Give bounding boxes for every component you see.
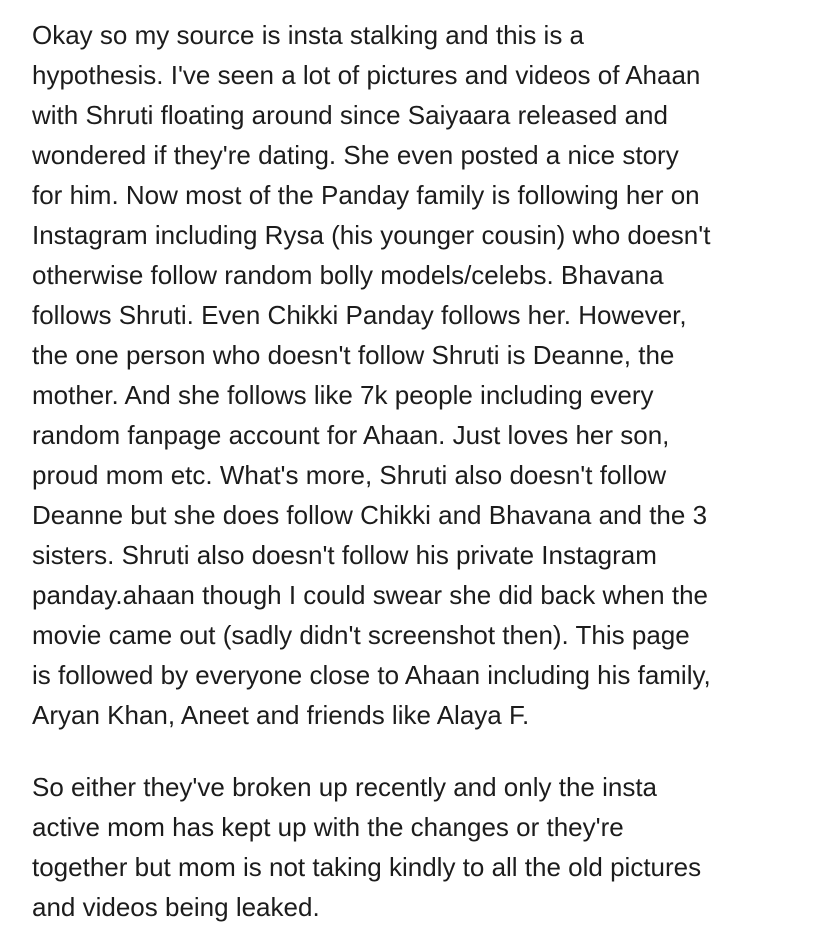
post-body: [32, 15, 807, 927]
post-paragraph-2: So either they've broken up recently and only the insta active mom has kept up with the changes or they're together but mom is not taking kindly to all the old pictures and videos being leaked.: [32, 772, 702, 922]
post-paragraph-1: Okay so my source is insta stalking and this is a hypothesis. I've seen a lot of pictures and videos of Ahaan with Shruti floating around since Saiyaara released and wondered if they're dating. She even posted a nice story for him. Now most of the Panday family is following her on Instagram including Rysa (his younger cousin) who doesn't otherwise follow random bolly models/celebs. Bhavana follows Shruti. Even Chikki Panday follows her. However, the one person who doesn't follow Shruti is Deanne, the mother. And she follows like 7k people including every random fanpage account for Ahaan. Just loves her son, proud mom etc. What's more, Shruti also doesn't follow Deanne but she does follow Chikki and Bhavana and the 3 sisters. Shruti also doesn't follow his private Instagram panday.ahaan though I could swear she did back when the movie came out (sadly didn't screenshot then). This page is followed by everyone close to Ahaan including his family, Aryan Khan, Aneet and friends like Alaya F.: [32, 20, 711, 730]
